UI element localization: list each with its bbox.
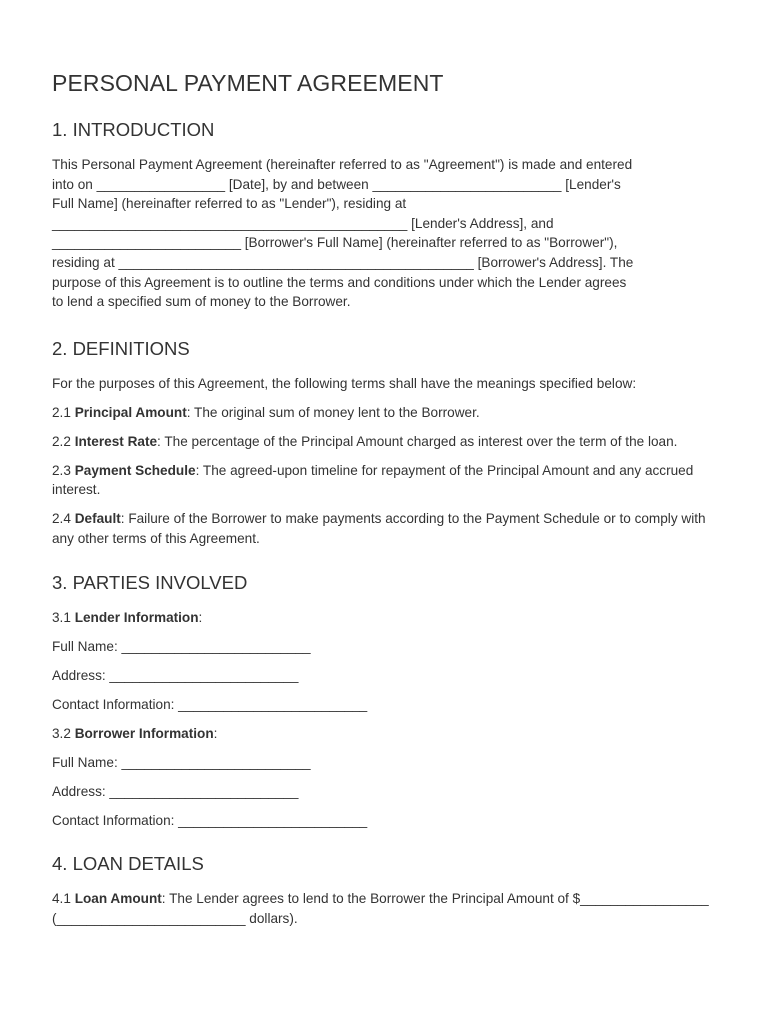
definition-item — [52, 461, 718, 500]
intro-line: This Personal Payment Agreement (hereinafter referred to as "Agreement") is made and entered — [52, 157, 633, 172]
intro-line: purpose of this Agreement is to outline the terms and conditions under which the Lender agrees — [52, 274, 627, 290]
section-introduction — [52, 119, 718, 312]
section-heading: 2. DEFINITIONS — [52, 337, 190, 359]
section-heading: 3. PARTIES INVOLVED — [52, 572, 248, 594]
item-term: Default — [74, 511, 121, 527]
item-text: : Failure of the Borrower to make payments according to the Payment Schedule or to comply with any other terms of this Agreement. — [52, 511, 706, 546]
item-text: : The original sum of money lent to the Borrower. — [186, 404, 480, 420]
borrower-address-field: Address: _________________________ — [52, 784, 299, 800]
item-text: : The percentage of the Principal Amount charged as interest over the term of the loan. — [157, 433, 678, 449]
introduction-paragraph — [52, 155, 718, 312]
definition-item — [52, 403, 718, 423]
item-text: : The Lender agrees to lend to the Borrower the Principal Amount of $_________________ (_________________________ dollars). — [52, 890, 709, 926]
item-term: Principal Amount — [74, 404, 187, 420]
item-number: 3.2 — [52, 726, 75, 742]
document-title: PERSONAL PAYMENT AGREEMENT — [52, 70, 444, 96]
item-number: 4.1 — [52, 890, 75, 906]
lender-contact-field: Contact Information: _________________________ — [52, 697, 368, 713]
section-definitions — [52, 338, 718, 549]
definition-item — [52, 509, 718, 548]
item-term: Lender Information — [74, 610, 199, 626]
section-heading: 1. INTRODUCTION — [52, 119, 215, 140]
item-colon: : — [213, 726, 218, 742]
intro-line: into on _________________ [Date], by and between _________________________ [Lender's — [52, 176, 621, 192]
item-number: 2.2 — [52, 433, 75, 449]
definition-item — [52, 432, 718, 452]
intro-line: _______________________________________________ [Lender's Address], and — [52, 215, 554, 231]
lender-address-field: Address: _________________________ — [52, 668, 299, 684]
item-number: 3.1 — [52, 610, 75, 626]
item-term: Payment Schedule — [74, 462, 196, 478]
item-text: : The agreed-upon timeline for repayment of the Principal Amount and any accrued interest. — [52, 462, 694, 498]
item-term: Borrower Information — [74, 726, 214, 742]
lender-info-heading — [52, 608, 718, 628]
intro-line: to lend a specified sum of money to the Borrower. — [52, 294, 351, 310]
item-number: 2.3 — [52, 462, 75, 478]
section-heading: 4. LOAN DETAILS — [52, 852, 204, 874]
loan-item — [52, 889, 718, 928]
item-number: 2.1 — [52, 404, 75, 420]
lender-full-name-field: Full Name: _________________________ — [52, 639, 311, 655]
intro-line: _________________________ [Borrower's Full Name] (hereinafter referred to as "Borrower"), — [52, 235, 618, 251]
borrower-full-name-field: Full Name: _________________________ — [52, 755, 311, 771]
definitions-lead: For the purposes of this Agreement, the following terms shall have the meanings specified below: — [52, 375, 637, 391]
borrower-info-heading — [52, 724, 718, 744]
intro-line: residing at _______________________________________________ [Borrower's Address]. The — [52, 254, 634, 270]
borrower-contact-field: Contact Information: _________________________ — [52, 813, 368, 829]
item-term: Loan Amount — [74, 890, 162, 906]
section-parties — [52, 572, 718, 830]
section-loan-details — [52, 853, 718, 928]
item-number: 2.4 — [52, 511, 75, 527]
intro-line: Full Name] (hereinafter referred to as "Lender"), residing at — [52, 196, 407, 212]
item-colon: : — [198, 610, 203, 626]
item-term: Interest Rate — [74, 433, 158, 449]
